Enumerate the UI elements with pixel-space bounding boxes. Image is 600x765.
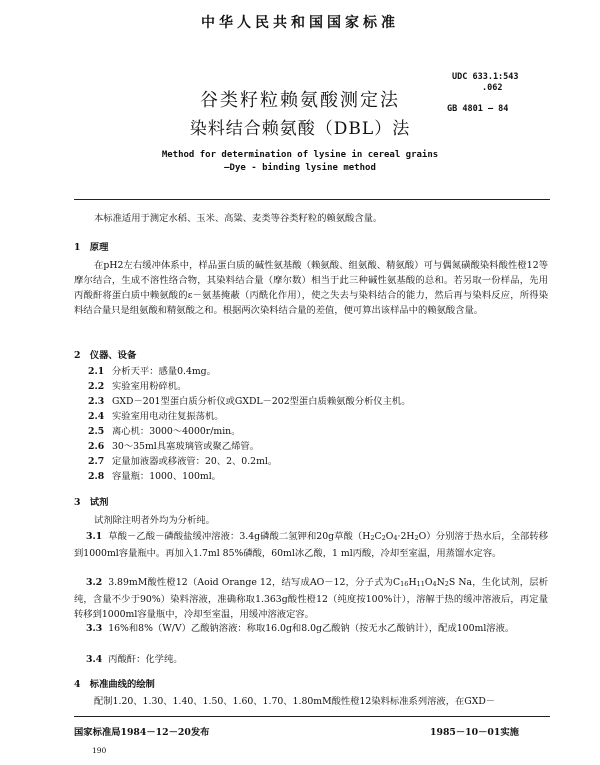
paragraph-3-1: 3.1 草酸－乙酸－磷酸盐缓冲溶液：3.4g磷酸二氢钾和20g草酸（H2C2O4·2H2O）分别溶于热水后，全部转移到1000ml容量瓶中。再加入1.7ml 85%磷酸，60ml冰乙酸，1 ml丙酸，冷却至室温，用蒸馏水定容。	[74, 531, 548, 559]
list-item: 2.4 实验室用电动往复振荡机。	[88, 411, 224, 422]
title-english-line-1: Method for determination of lysine in cereal grains	[161, 150, 439, 160]
intro-paragraph: 本标准适用于测定水稻、玉米、高粱、麦类等谷类籽粒的赖氨酸含量。	[94, 213, 383, 224]
page-number: 190	[92, 746, 107, 755]
title-english-line-2: —Dye - binding lysine method	[224, 163, 376, 173]
list-item: 2.2 实验室用粉碎机。	[88, 381, 187, 392]
list-item: 2.8 容量瓶：1000、100ml。	[88, 471, 221, 482]
list-item: 2.1 分析天平：感量0.4mg。	[88, 366, 216, 377]
paragraph-3-2: 3.2 3.89mM酸性橙12（Aoid Orange 12，结写成AO－12，分子式为C16H11O4N2S Na，生化试剂，层析纯，含量不少于90%）染料溶液，准确称取1.363g酸性橙12（纯度按100%计），溶解于热的缓冲溶液后，再定量转移到1000ml容量瓶中，冷却至室温，用缓冲溶液定容。	[74, 577, 548, 620]
section-4-title: 4 标准曲线的绘制	[74, 679, 155, 690]
header-divider	[74, 199, 550, 200]
section-1-title: 1 原理	[74, 242, 109, 253]
title-chinese-line-2: 染料结合赖氨酸（DBL）法	[189, 119, 411, 139]
list-item: 2.6 30～35ml具塞玻璃管或聚乙烯管。	[88, 441, 260, 452]
list-item: 2.3 GXD－201型蛋白质分析仪或GXDL－202型蛋白质赖氨酸分析仪主机。	[88, 396, 411, 407]
section-3-title: 3 试剂	[74, 497, 109, 508]
section-4-text: 配制1.20、1.30、1.40、1.50、1.60、1.70、1.80mM酸性橙12染料标准系列溶液，在GXD－	[94, 696, 496, 707]
issuing-country-header: 中华人民共和国国家标准	[201, 15, 399, 31]
footer-divider	[74, 716, 550, 717]
udc-line-2: .062	[482, 83, 503, 93]
section-3-lead: 试剂除注明者外均为分析纯。	[94, 515, 215, 526]
section-2-title: 2 仪器、设备	[74, 350, 137, 361]
udc-line-1: UDC 633.1:543	[452, 72, 519, 82]
paragraph-3-4: 3.4 丙酸酐：化学纯。	[86, 654, 183, 665]
gb-standard-number: GB 4801 — 84	[447, 104, 509, 114]
effective-date: 1985－10－01实施	[430, 727, 519, 738]
paragraph-3-3: 3.3 16%和8%（W/V）乙酸钠溶液：称取16.0g和8.0g乙酸钠（按无水乙酸钠计），配成100ml溶液。	[86, 623, 515, 634]
section-2-list	[88, 364, 548, 484]
issued-date: 国家标准局1984－12－20发布	[74, 727, 210, 738]
title-chinese-line-1: 谷类籽粒赖氨酸测定法	[200, 90, 400, 111]
list-item: 2.5 离心机：3000～4000r/min。	[88, 426, 241, 437]
section-1-text: 在pH2左右缓冲体系中，样品蛋白质的碱性氨基酸（赖氨酸、组氨酸、精氨酸）可与偶氮磺酸染料酸性橙12等摩尔结合，生成不溶性络合物，其染料结合量（摩尔数）相当于此三种碱性氨基酸的总和。若另取一份样品，先用丙酸酐将蛋白质中赖氨酸的ε－氨基掩蔽（丙酰化作用），使之失去与染料结合的能力，然后再与染料反应，所得染料结合量只是组氨酸和精氨酸之和。根据两次染料结合量的差值，便可算出该样品中的赖氨酸含量。	[74, 260, 548, 316]
list-item: 2.7 定量加液器或移液管：20、2、0.2ml。	[88, 456, 278, 467]
